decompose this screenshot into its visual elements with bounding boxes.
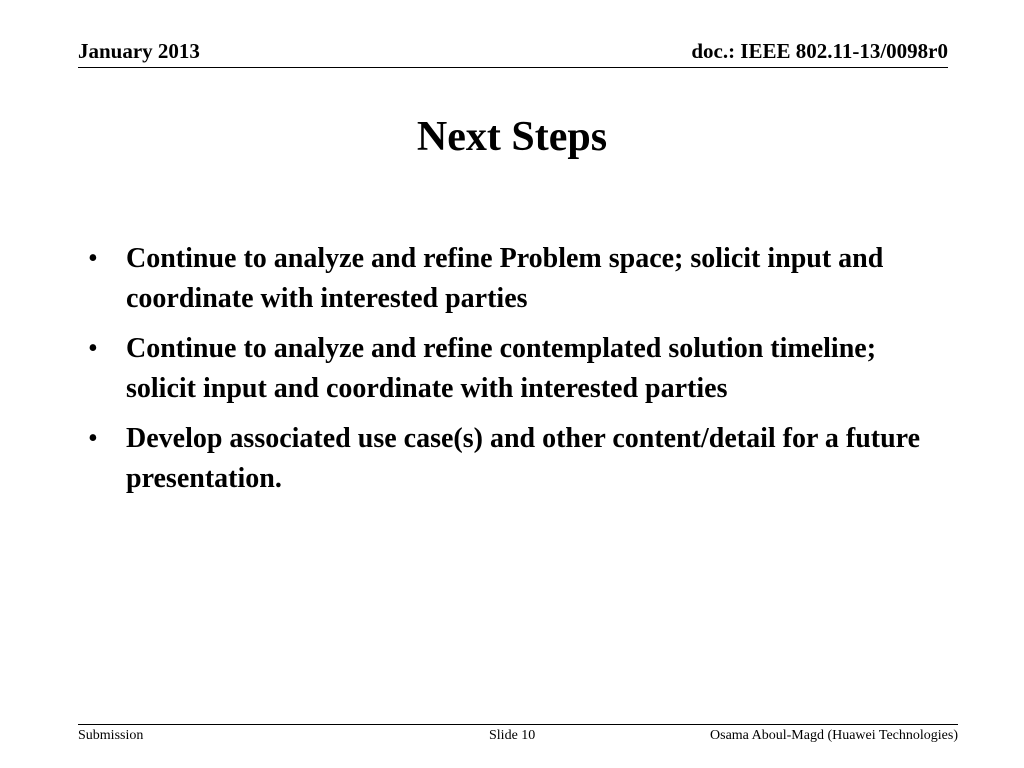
bullet-icon: • <box>88 243 98 274</box>
bullet-text: Develop associated use case(s) and other content/detail for a future presentation. <box>126 423 921 494</box>
footer-submission: Submission <box>78 728 144 743</box>
header-divider <box>78 67 948 68</box>
bullet-item <box>84 329 944 409</box>
footer-author: Osama Aboul-Magd (Huawei Technologies) <box>710 728 958 743</box>
header-doc-id: doc.: IEEE 802.11-13/0098r0 <box>691 39 948 63</box>
bullet-icon: • <box>88 423 98 454</box>
bullet-list <box>84 239 944 509</box>
footer-divider <box>78 724 958 725</box>
bullet-text: Continue to analyze and refine Problem space; solicit input and coordinate with interested parties <box>126 243 884 314</box>
bullet-item <box>84 419 944 499</box>
bullet-text: Continue to analyze and refine contemplated solution timeline; solicit input and coordinate with interested parties <box>126 333 877 404</box>
bullet-icon: • <box>88 333 98 364</box>
slide-title: Next Steps <box>416 114 608 160</box>
footer-slide-number: Slide 10 <box>489 728 536 743</box>
bullet-item <box>84 239 944 319</box>
header-date: January 2013 <box>78 39 200 63</box>
